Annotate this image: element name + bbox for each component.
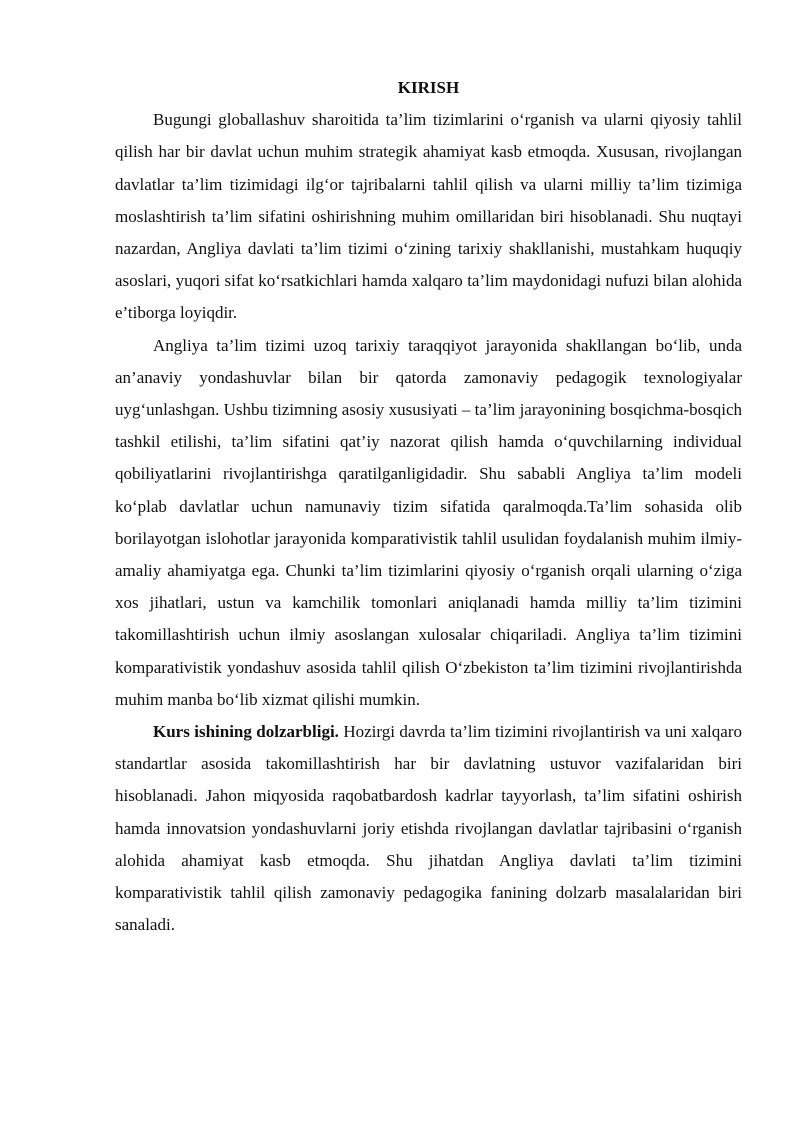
paragraph-3 [115, 716, 742, 941]
paragraph-2 [115, 330, 742, 716]
paragraph-lead: Kurs ishining dolzarbligi. [153, 722, 339, 742]
paragraph-text: Hozirgi davrda ta’lim tizimini rivojlantirish va uni xalqaro standartlar asosida takomillashtirish har bir davlatning ustuvor vazifalaridan biri hisoblanadi. Jahon miqyosida raqobatbardosh kadrlar tayyorlash, ta’lim sifatini oshirish hamda innovatsion yondashuvlarni joriy etishda rivojlangan davlatlar tajribasini o‘rganish alohida ahamiyat kasb etmoqda. Shu jihatdan Angliya davlati ta’lim tizimini komparativistik tahlil qilish zamonaviy pedagogika fanining dolzarb masalalaridan biri sanaladi. [115, 722, 742, 935]
paragraph-1 [115, 104, 742, 329]
paragraph-text: Bugungi globallashuv sharoitida ta’lim tizimlarini o‘rganish va ularni qiyosiy tahlil qilish har bir davlat uchun muhim strategik ahamiyat kasb etmoqda. Xususan, rivojlangan davlatlar ta’lim tizimidagi ilg‘or tajribalarni tahlil qilish va ularni milliy ta’lim tizimiga moslashtirish ta’lim sifatini oshirishning muhim omillaridan biri hisoblanadi. Shu nuqtayi nazardan, Angliya davlati ta’lim tizimi o‘zining tarixiy shakllanishi, mustahkam huquqiy asoslari, yuqori sifat ko‘rsatkichlari hamda xalqaro ta’lim maydonidagi nufuzi bilan alohida e’tiborga loyiqdir. [115, 110, 742, 323]
paragraph-text: Angliya ta’lim tizimi uzoq tarixiy taraqqiyot jarayonida shakllangan bo‘lib, unda an’anaviy yondashuvlar bilan bir qatorda zamonaviy pedagogik texnologiyalar uyg‘unlashgan. Ushbu tizimning asosiy xususiyati – ta’lim jarayonining bosqichma-bosqich tashkil etilishi, ta’lim sifatini qat’iy nazorat qilish hamda o‘quvchilarning individual qobiliyatlarini rivojlantirishga qaratilganligidadir. Shu sababli Angliya ta’lim modeli ko‘plab davlatlar uchun namunaviy tizim sifatida qaralmoqda.Ta’lim sohasida olib borilayotgan islohotlar jarayonida komparativistik tahlil usulidan foydalanish muhim ilmiy-amaliy ahamiyatga ega. Chunki ta’lim tizimlarini qiyosiy o‘rganish orqali ularning o‘ziga xos jihatlari, ustun va kamchilik tomonlari aniqlanadi hamda milliy ta’lim tizimini takomillashtirish uchun ilmiy asoslangan xulosalar chiqariladi. Angliya ta’lim tizimini komparativistik yondashuv asosida tahlil qilish O‘zbekiston ta’lim tizimini rivojlantirishda muhim manba bo‘lib xizmat qilishi mumkin. [115, 335, 742, 709]
page-title: KIRISH [397, 78, 460, 97]
document-page [115, 72, 742, 941]
